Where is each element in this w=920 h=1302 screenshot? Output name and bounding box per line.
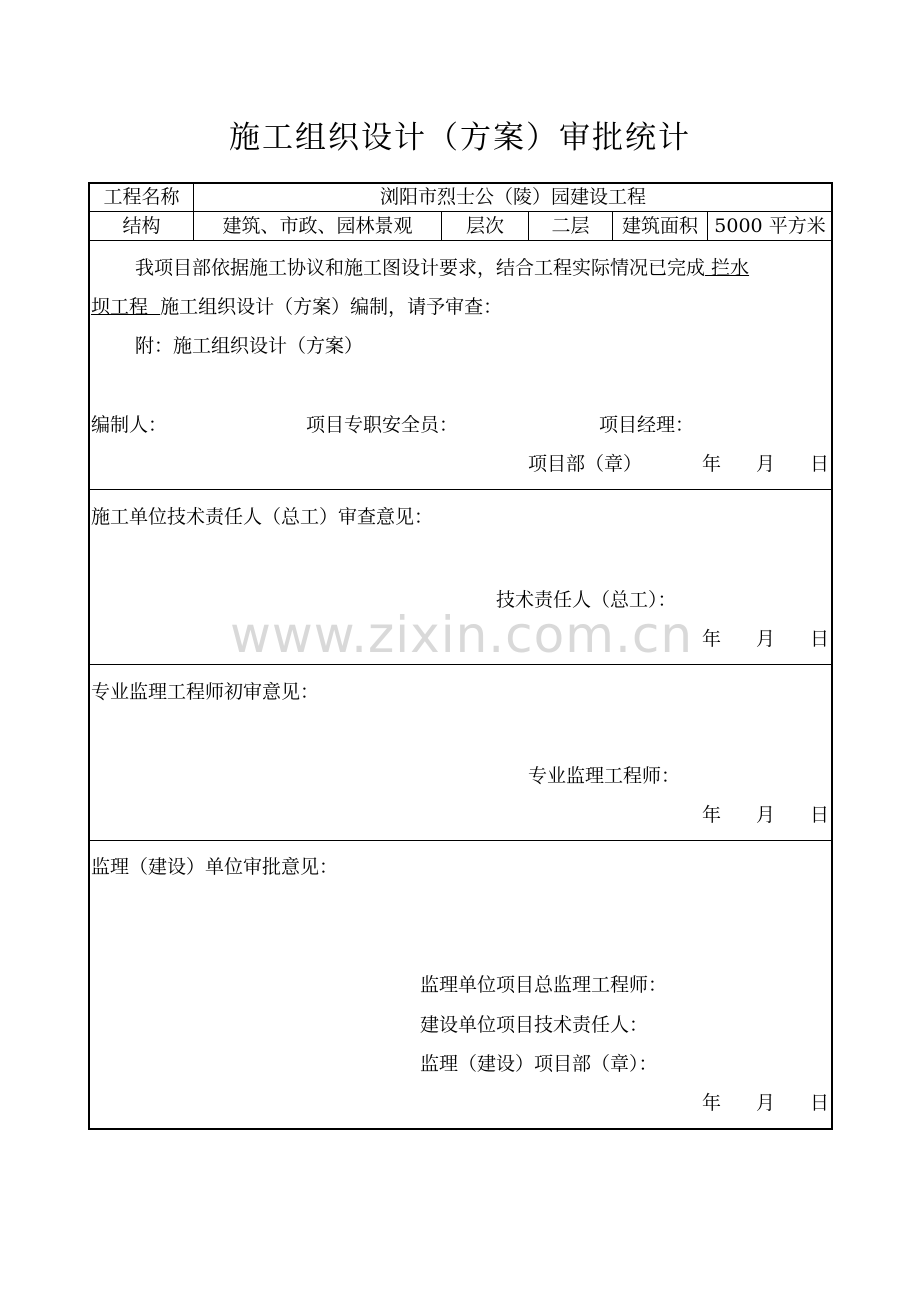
page-title: 施工组织设计（方案）审批统计 [229,120,691,156]
section-divider [88,664,833,665]
date-day: 日 [810,628,830,650]
date-year: 年 [702,453,722,475]
tech-review-opinion-label: 施工单位技术责任人（总工）审查意见： [91,506,434,528]
submission-text-line2: 坝工程 施工组织设计（方案）编制，请予审查： [91,296,503,318]
date-month: 月 [756,628,776,650]
area-value: 5000 平方米 [714,215,826,237]
structure-label: 结构 [122,215,161,237]
project-item-underlined: 坝工程 [91,296,161,318]
date-year: 年 [702,804,722,826]
date-month: 月 [756,804,776,826]
date-month: 月 [756,1092,776,1114]
supervision-seal-label: 监理（建设）项目部（章）： [420,1053,658,1075]
date-day: 日 [810,1092,830,1114]
structure-value: 建筑、市政、园林景观 [222,215,413,237]
date-year: 年 [702,628,722,650]
tech-responsible-signature-label: 技术责任人（总工）： [496,589,677,611]
department-seal-label: 项目部（章） [528,453,643,475]
section-divider [88,840,833,841]
row-divider [88,240,833,241]
project-name-label: 工程名称 [103,186,180,208]
submission-text-line1: 我项目部依据施工协议和施工图设计要求，结合工程实际情况已完成 拦水 [135,257,750,279]
date-month: 月 [756,453,776,475]
safety-officer-label: 项目专职安全员： [306,414,459,436]
floors-value: 二层 [551,215,590,237]
project-item-underlined: 拦水 [705,257,750,279]
watermark: www.zixin.com.cn [230,606,694,664]
supervisor-signature-label: 专业监理工程师： [528,765,681,787]
project-manager-label: 项目经理： [599,414,695,436]
project-name-value: 浏阳市烈士公（陵）园建设工程 [379,186,646,208]
date-year: 年 [702,1092,722,1114]
date-day: 日 [810,804,830,826]
row-divider [88,211,833,212]
owner-tech-responsible-label: 建设单位项目技术责任人： [420,1014,649,1036]
floors-label: 层次 [465,215,504,237]
date-day: 日 [810,453,830,475]
area-label: 建筑面积 [621,215,698,237]
compiler-label: 编制人： [91,414,168,436]
chief-supervisor-label: 监理单位项目总监理工程师： [420,974,668,996]
section-divider [88,489,833,490]
approval-opinion-label: 监理（建设）单位审批意见： [91,856,339,878]
attachment-note: 附：施工组织设计（方案） [135,335,364,357]
supervisor-initial-opinion-label: 专业监理工程师初审意见： [91,681,320,703]
